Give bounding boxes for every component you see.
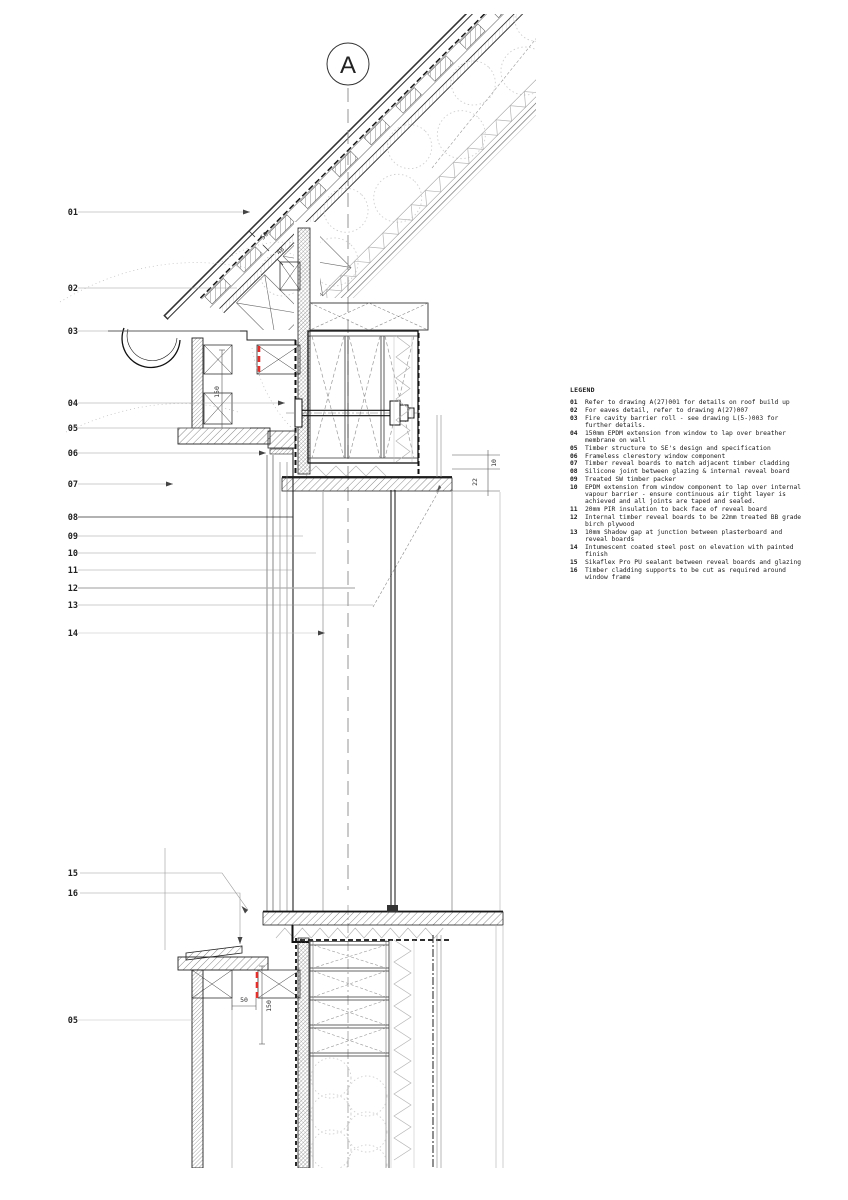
legend-item-number: 07	[570, 460, 578, 468]
callout-03: 03	[67, 327, 78, 337]
legend-item-number: 11	[570, 506, 578, 514]
dim-sill-inset: 50	[240, 996, 248, 1004]
gutter	[122, 328, 180, 367]
legend-item	[570, 453, 802, 460]
legend-rows	[570, 399, 802, 582]
dim-eaves-height: 150	[213, 386, 221, 398]
sill-board	[263, 912, 503, 925]
legend-item	[570, 476, 802, 483]
legend-item	[570, 559, 802, 566]
legend-item-number: 12	[570, 513, 578, 521]
sill-assembly	[178, 905, 503, 998]
timber-cladding	[192, 970, 203, 1168]
callout-14: 14	[67, 629, 78, 639]
callout-15: 15	[67, 869, 78, 879]
legend-item-text: 10mm Shadow gap at junction between plasterboard and reveal boards	[585, 529, 783, 544]
legend-item-number: 10	[570, 483, 578, 491]
legend-item-text: 20mm PIR insulation to back face of reveal board	[585, 506, 767, 514]
callout-labels	[68, 208, 78, 1026]
callout-10: 10	[67, 549, 78, 559]
legend-item-text: Fire cavity barrier roll - see drawing L(5-)003 for further details.	[585, 414, 779, 429]
dim-roof-counter: 48	[274, 245, 286, 257]
legend-item-number: 06	[570, 452, 578, 460]
legend-item	[570, 506, 802, 513]
legend-item	[570, 567, 802, 582]
legend-item-number: 01	[570, 399, 578, 406]
legend-item-text: Refer to drawing A(27)001 for details on roof build up	[585, 399, 790, 406]
fascia-board	[192, 338, 203, 428]
legend-item-text: Timber cladding supports to be cut as required around window frame	[585, 567, 786, 582]
legend-item-number: 05	[570, 444, 578, 452]
legend-item-text: Sikaflex Pro PU sealant between reveal boards and glazing	[585, 559, 802, 567]
legend-item-text: 150mm EPDM extension from window to lap over breather membrane on wall	[585, 429, 786, 444]
legend-item-number: 03	[570, 414, 578, 422]
callout-05: 05	[67, 424, 78, 434]
legend-item-number: 13	[570, 529, 578, 537]
callout-06: 06	[67, 449, 78, 459]
legend-item-text: Treated SW timber packer	[585, 475, 676, 483]
dim-soffit: 22	[471, 478, 479, 486]
callout-04: 04	[67, 399, 78, 409]
section-marker-letter: A	[339, 52, 357, 79]
callout-02: 02	[67, 284, 78, 294]
legend-item-text: Timber reveal boards to match adjacent timber cladding	[585, 460, 790, 468]
legend-item	[570, 399, 802, 406]
callout-05b: 05	[67, 1016, 78, 1026]
wall-insulation-loops	[311, 1058, 387, 1185]
legend	[570, 386, 802, 582]
legend-item-text: For eaves detail, refer to drawing A(27)007	[585, 406, 749, 414]
legend-item-number: 04	[570, 429, 578, 437]
head-soffit-board	[282, 478, 452, 491]
legend-item-text: Frameless clerestory window component	[585, 452, 726, 460]
callout-09: 09	[67, 532, 78, 542]
callout-12: 12	[67, 584, 78, 594]
legend-item	[570, 460, 802, 467]
legend-item-text: Intumescent coated steel post on elevation with painted finish	[585, 544, 794, 559]
legend-item	[570, 415, 802, 430]
callout-16: 16	[67, 889, 78, 899]
dim-head-gap: 10	[490, 459, 498, 467]
legend-item-number: 16	[570, 567, 578, 575]
section-marker-a	[327, 43, 369, 85]
legend-item	[570, 529, 802, 544]
dim-roof-batten: 50	[258, 230, 270, 242]
legend-item-number: 02	[570, 406, 578, 414]
callout-07: 07	[67, 480, 78, 490]
callout-08: 08	[67, 513, 78, 523]
legend-item-text: EPDM extension from window component to lap over internal vapour barrier - ensure continuous air tight layer is achieved and all joints are taped and sealed.	[585, 483, 802, 506]
callout-13: 13	[67, 601, 78, 611]
legend-item-number: 14	[570, 544, 578, 552]
legend-item	[570, 544, 802, 559]
legend-item-number: 08	[570, 468, 578, 476]
legend-item	[570, 484, 802, 506]
legend-item	[570, 468, 802, 475]
legend-item	[570, 407, 802, 414]
glazing-and-reveal-lines	[165, 448, 500, 950]
callout-11: 11	[67, 566, 78, 576]
legend-title: LEGEND	[570, 386, 595, 394]
legend-item	[570, 430, 802, 445]
legend-item	[570, 514, 802, 529]
stud-section-marks	[313, 945, 386, 1053]
legend-item-number: 09	[570, 475, 578, 483]
callout-01: 01	[67, 208, 78, 218]
legend-item	[570, 445, 802, 452]
legend-item-text: Silicone joint between glazing & internal reveal board	[585, 468, 790, 476]
legend-item-text: Internal timber reveal boards to be 22mm treated BB grade birch plywood	[585, 513, 802, 529]
legend-item-number: 15	[570, 559, 578, 567]
dim-sill-height: 150	[265, 1000, 273, 1012]
legend-item-text: Timber structure to SE's design and specification	[585, 444, 771, 452]
